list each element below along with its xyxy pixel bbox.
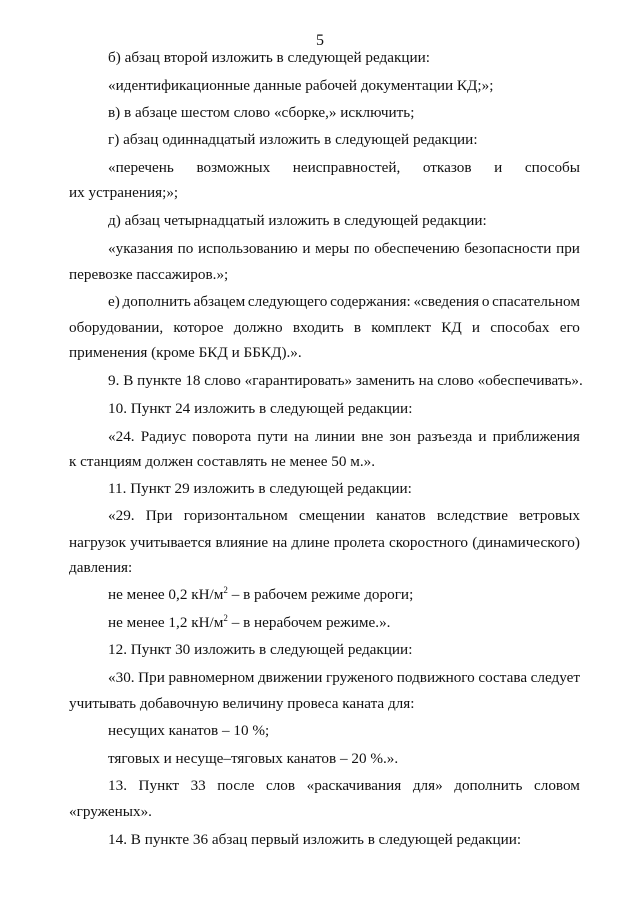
text-line: не менее 0,2 $кН/м^2$ – в рабочем режиме дороги;: [108, 585, 414, 603]
word: пути: [257, 428, 288, 445]
word: дополнить: [122, 293, 191, 310]
justified-line: [108, 506, 580, 526]
text-line: 12. Пункт 30 изложить в следующей редакции:: [108, 641, 413, 658]
word: При: [145, 507, 173, 524]
word: «30.: [108, 669, 135, 686]
word: горизонтальном: [183, 507, 288, 524]
word: безопасности: [464, 240, 552, 257]
word: (динамического): [472, 534, 580, 551]
word: обеспечению: [374, 240, 460, 257]
word: учитывается: [130, 534, 212, 551]
word: возможных: [196, 159, 271, 176]
word: для»: [412, 777, 443, 794]
justified-line: [69, 318, 580, 338]
text-line: 10. Пункт 24 изложить в следующей редакции:: [108, 400, 413, 417]
word: вне: [361, 428, 384, 445]
word: по: [177, 240, 194, 257]
text-line: г) абзац одиннадцатый изложить в следующей редакции:: [108, 131, 478, 148]
word: зон: [389, 428, 412, 445]
word: линии: [314, 428, 356, 445]
word: При: [138, 669, 165, 686]
text-line: учитывать добавочную величину провеса каната для:: [69, 695, 415, 712]
word: способах: [490, 319, 550, 336]
word: смещении: [298, 507, 365, 524]
text-line: б) абзац второй изложить в следующей редакции:: [108, 49, 430, 66]
word: следует: [530, 669, 580, 686]
word: «указания: [108, 240, 174, 257]
word: КД: [441, 319, 462, 336]
word: 33: [190, 777, 206, 794]
word: Радиус: [140, 428, 187, 445]
text-line: перевозке пассажиров.»;: [69, 266, 229, 283]
text-line: «идентификационные данные рабочей документации КД;»;: [108, 77, 494, 94]
word: разъезда: [417, 428, 473, 445]
word: «29.: [108, 507, 135, 524]
text-line: к станциям должен составлять не менее 50 м.».: [69, 453, 376, 470]
word: использованию: [198, 240, 298, 257]
word: 13.: [108, 777, 127, 794]
text-line: несущих канатов – 10 %;: [108, 722, 270, 739]
word: отказов: [422, 159, 472, 176]
word: скоростного: [388, 534, 469, 551]
word: на: [272, 534, 288, 551]
word: влияние: [215, 534, 269, 551]
text-line: 9. В пункте 18 слово «гарантировать» заменить на слово «обеспечивать».: [108, 372, 583, 389]
word: подвижного: [396, 669, 475, 686]
word: в: [353, 319, 361, 336]
word: и: [478, 428, 487, 445]
text-line: их устранения;»;: [69, 184, 179, 201]
justified-line: [108, 668, 580, 688]
text-line: тяговых и несуще–тяговых канатов – 20 %.».: [108, 750, 399, 767]
word: и: [302, 240, 311, 257]
word: состава: [478, 669, 528, 686]
word: дополнить: [454, 777, 523, 794]
word: должно: [233, 319, 283, 336]
word: ветровых: [519, 507, 580, 524]
justified-line: [108, 239, 580, 259]
word: по: [353, 240, 370, 257]
word: неисправностей,: [292, 159, 401, 176]
word: Пункт: [138, 777, 180, 794]
word: спасательном: [492, 293, 580, 310]
word: словом: [534, 777, 580, 794]
word: е): [108, 293, 120, 310]
word: приближения: [492, 428, 580, 445]
text-line: д) абзац четырнадцатый изложить в следующей редакции:: [108, 212, 487, 229]
text-line: «груженых».: [69, 803, 152, 820]
text-line: не менее 1,2 $кН/м^2$ – в нерабочем режиме.».: [108, 613, 391, 631]
word: входить: [292, 319, 344, 336]
word: абзацем: [193, 293, 246, 310]
word: «перечень: [108, 159, 174, 176]
word: поворота: [192, 428, 252, 445]
word: равномерном: [168, 669, 255, 686]
word: длине: [291, 534, 330, 551]
word: содержания:: [330, 293, 411, 310]
word: вследствие: [436, 507, 508, 524]
page-number: 5: [316, 32, 324, 49]
text-line: давления:: [69, 559, 133, 576]
justified-line: [108, 292, 580, 312]
word: меры: [315, 240, 350, 257]
word: груженого: [325, 669, 394, 686]
justified-line: [108, 427, 580, 447]
word: и: [494, 159, 503, 176]
word: при: [556, 240, 580, 257]
justified-line: [108, 158, 580, 178]
text-line: в) в абзаце шестом слово «сборке,» исключить;: [108, 104, 415, 121]
word: слов: [265, 777, 296, 794]
word: его: [559, 319, 580, 336]
word: следующего: [247, 293, 328, 310]
word: оборудовании,: [69, 319, 164, 336]
word: которое: [173, 319, 224, 336]
word: нагрузок: [69, 534, 126, 551]
word: «24.: [108, 428, 135, 445]
word: «сведения: [413, 293, 480, 310]
word: после: [217, 777, 255, 794]
word: о: [481, 293, 490, 310]
text-line: 14. В пункте 36 абзац первый изложить в следующей редакции:: [108, 831, 522, 848]
word: способы: [524, 159, 580, 176]
word: пролета: [333, 534, 385, 551]
word: канатов: [376, 507, 426, 524]
word: «раскачивания: [306, 777, 402, 794]
justified-line: [108, 776, 580, 796]
word: на: [293, 428, 309, 445]
word: и: [471, 319, 481, 336]
text-line: применения (кроме БКД и ББКД).».: [69, 344, 302, 361]
word: движении: [257, 669, 323, 686]
justified-line: [69, 533, 580, 553]
word: комплект: [371, 319, 431, 336]
text-line: 11. Пункт 29 изложить в следующей редакции:: [108, 480, 412, 497]
